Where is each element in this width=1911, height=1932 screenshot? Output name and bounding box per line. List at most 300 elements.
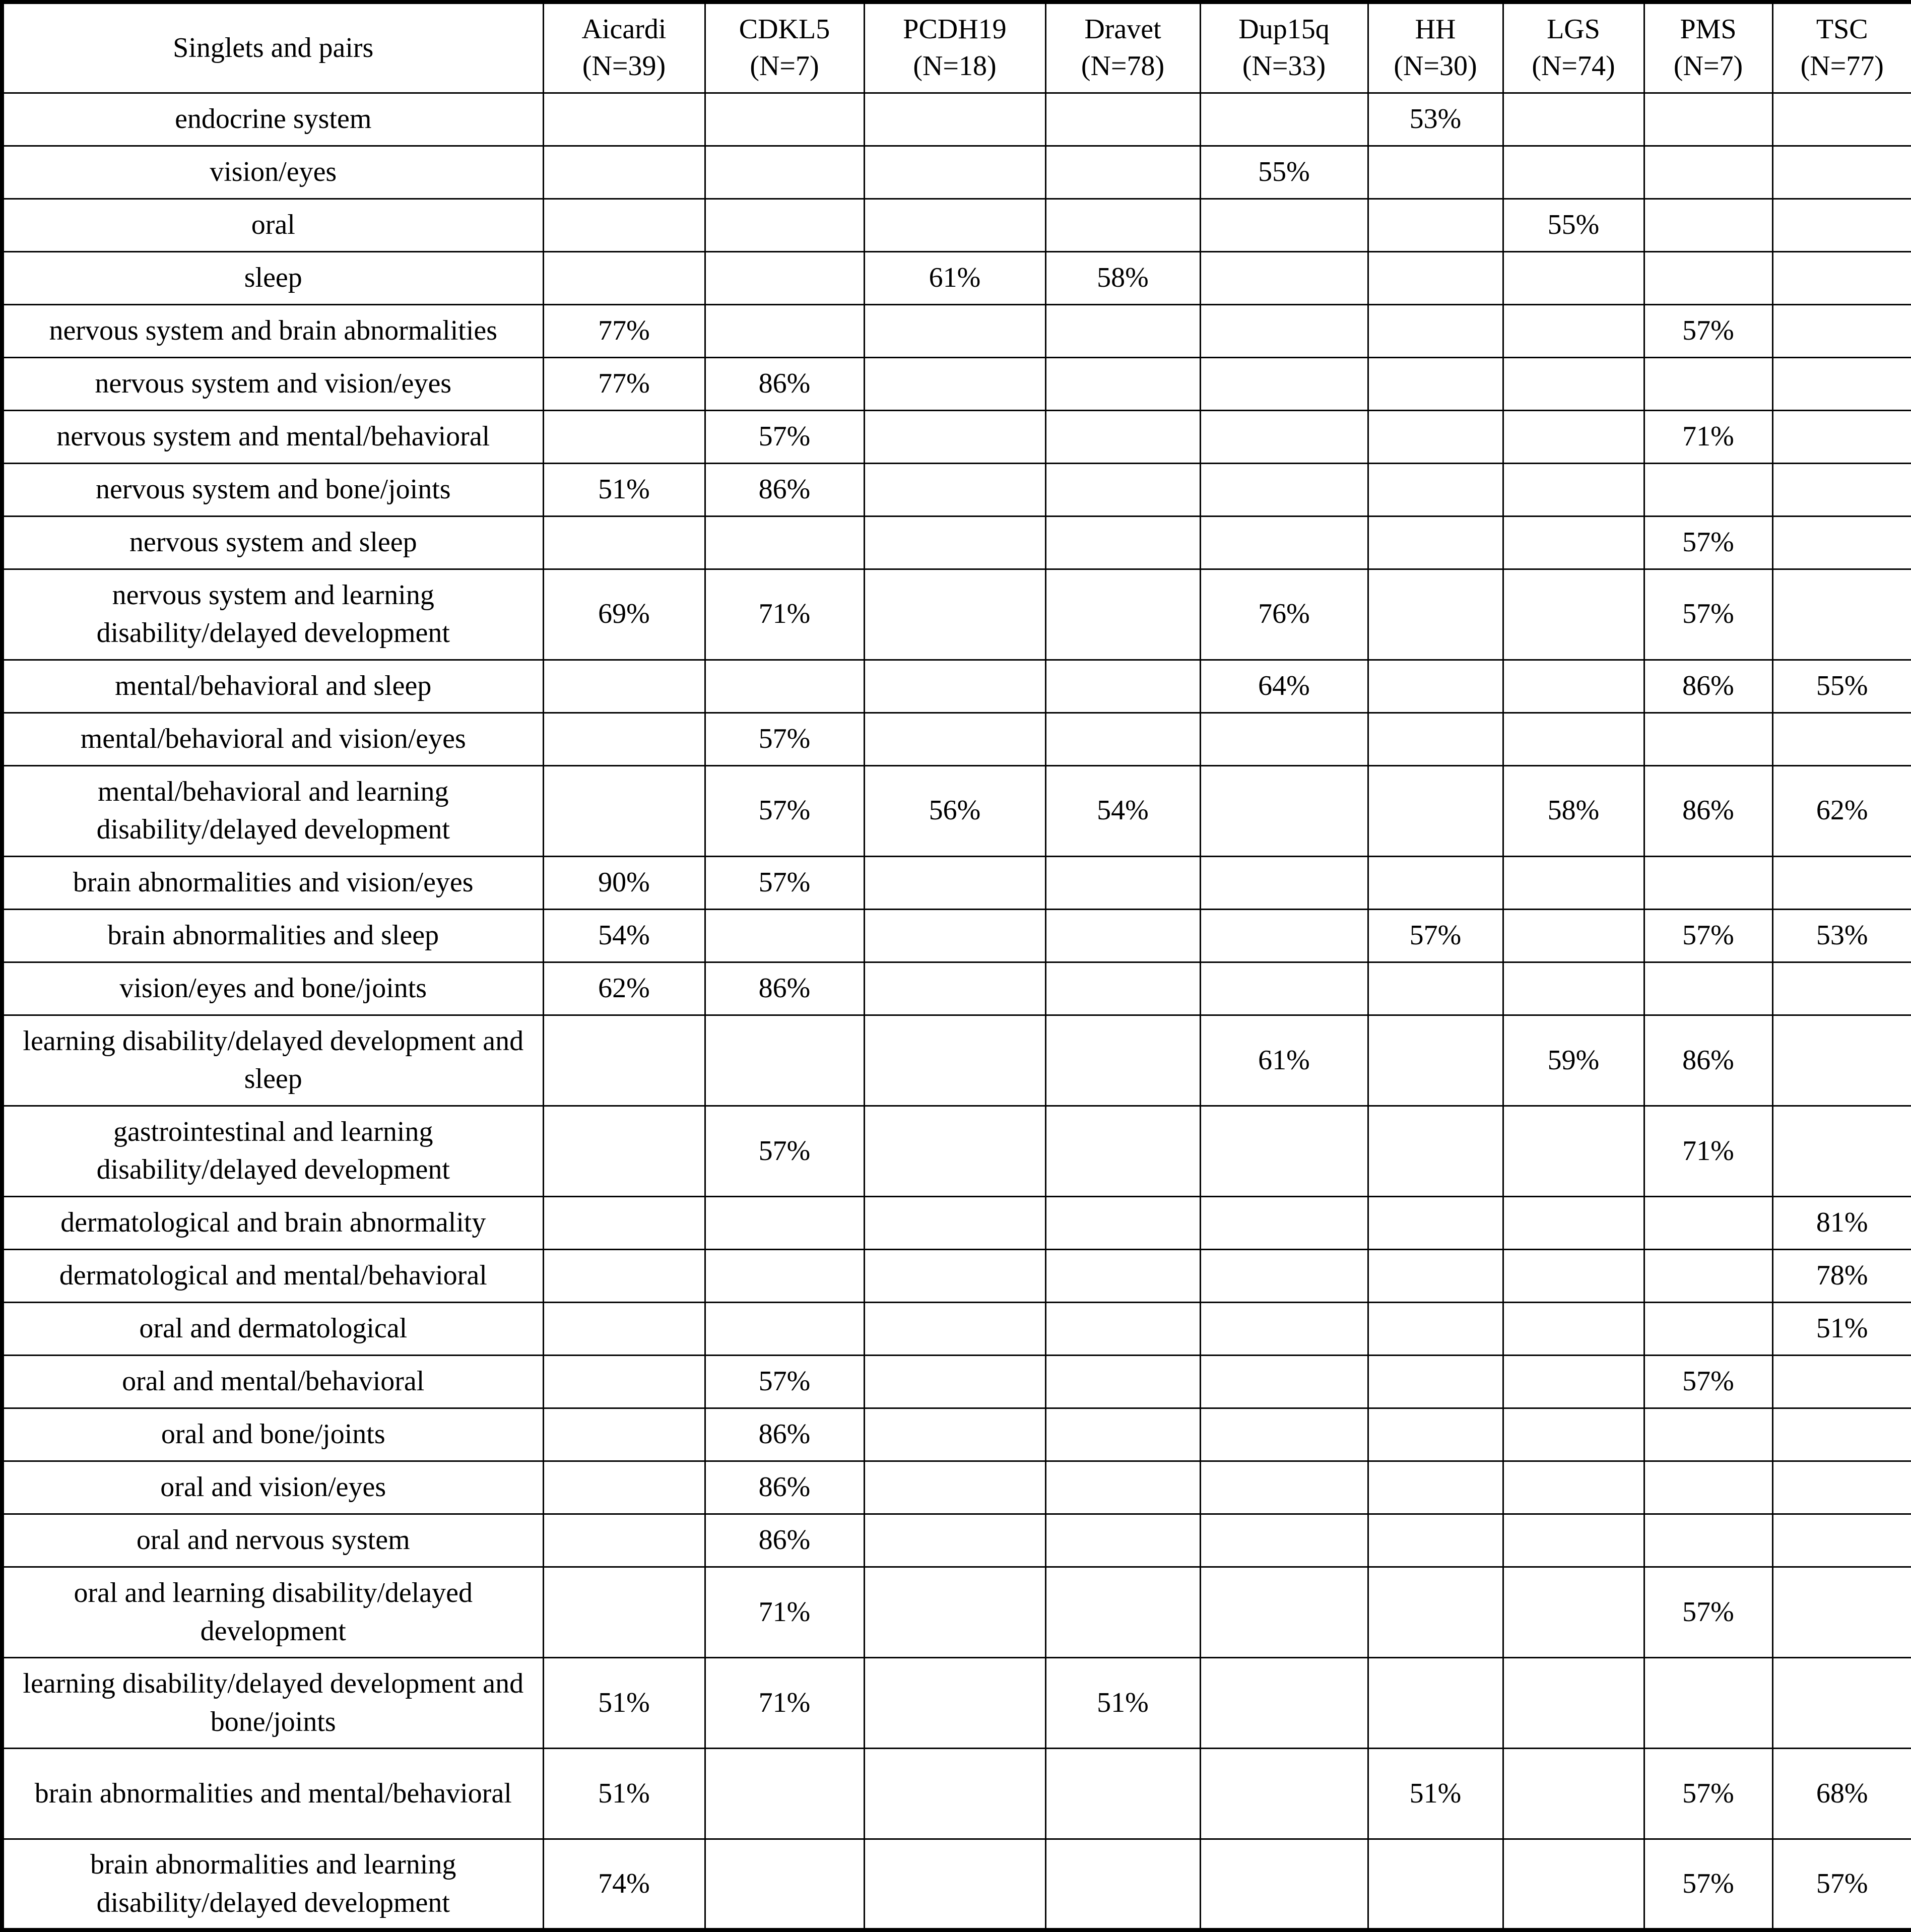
table-cell: 51%	[1772, 1302, 1911, 1355]
table-cell	[864, 410, 1045, 463]
row-label: nervous system and mental/behavioral	[2, 410, 543, 463]
table-cell	[1368, 1839, 1503, 1930]
table-cell	[864, 199, 1045, 251]
table-cell	[1200, 410, 1368, 463]
row-label: dermatological and brain abnormality	[2, 1196, 543, 1249]
table-row	[2, 1749, 1911, 1839]
row-label: nervous system and bone/joints	[2, 463, 543, 516]
table-cell: 54%	[1045, 765, 1200, 856]
row-label: oral and nervous system	[2, 1514, 543, 1567]
table-row	[2, 516, 1911, 569]
row-label: brain abnormalities and vision/eyes	[2, 856, 543, 909]
table-cell	[1045, 304, 1200, 357]
table-cell	[705, 1015, 864, 1106]
table-cell	[1644, 251, 1772, 304]
table-row	[2, 146, 1911, 199]
table-cell	[1772, 1106, 1911, 1196]
table-cell: 62%	[543, 962, 705, 1015]
column-n: (N=7)	[1673, 50, 1743, 82]
table-cell	[1045, 357, 1200, 410]
table-cell	[1045, 1106, 1200, 1196]
table-cell	[1200, 856, 1368, 909]
table-cell	[1772, 569, 1911, 660]
table-cell: 61%	[864, 251, 1045, 304]
table-cell	[1045, 1567, 1200, 1658]
table-cell: 69%	[543, 569, 705, 660]
row-label: oral and dermatological	[2, 1302, 543, 1355]
column-n: (N=39)	[582, 50, 666, 82]
row-label: gastrointestinal and learning disability/delayed development	[2, 1106, 543, 1196]
table-cell	[864, 1514, 1045, 1567]
table-cell: 57%	[705, 1106, 864, 1196]
table-cell	[864, 463, 1045, 516]
table-cell	[1368, 146, 1503, 199]
table-cell: 51%	[1368, 1749, 1503, 1839]
table-cell	[864, 1567, 1045, 1658]
table-row	[2, 410, 1911, 463]
table-cell	[1368, 410, 1503, 463]
table-row	[2, 1514, 1911, 1567]
table-cell	[1644, 1408, 1772, 1461]
table-cell	[1503, 856, 1644, 909]
column-header-pcdh19	[864, 2, 1045, 93]
table-cell	[864, 713, 1045, 765]
table-cell	[864, 569, 1045, 660]
table-cell	[1368, 1408, 1503, 1461]
table-cell: 74%	[543, 1839, 705, 1930]
table-cell: 57%	[1644, 304, 1772, 357]
table-row	[2, 463, 1911, 516]
table-cell	[705, 1302, 864, 1355]
table-cell: 57%	[1644, 1839, 1772, 1930]
table-cell	[1368, 1658, 1503, 1749]
table-row	[2, 251, 1911, 304]
table-cell	[1644, 463, 1772, 516]
table-row	[2, 199, 1911, 251]
table-cell: 86%	[705, 962, 864, 1015]
table-cell	[1503, 463, 1644, 516]
row-label: nervous system and learning disability/delayed development	[2, 569, 543, 660]
table-cell: 86%	[705, 1461, 864, 1514]
table-cell	[1772, 1514, 1911, 1567]
table-row	[2, 856, 1911, 909]
table-cell	[1200, 1567, 1368, 1658]
table-cell	[1368, 251, 1503, 304]
row-label: mental/behavioral and vision/eyes	[2, 713, 543, 765]
table-cell	[864, 856, 1045, 909]
column-name: Aicardi	[581, 14, 667, 45]
table-cell: 57%	[705, 765, 864, 856]
table-cell: 57%	[1644, 1749, 1772, 1839]
row-label: oral and mental/behavioral	[2, 1355, 543, 1408]
table-cell	[1644, 357, 1772, 410]
table-cell	[543, 765, 705, 856]
table-cell	[543, 1015, 705, 1106]
table-cell	[1045, 1839, 1200, 1930]
table-cell	[1503, 1408, 1644, 1461]
row-label: sleep	[2, 251, 543, 304]
table-cell: 57%	[1644, 909, 1772, 962]
column-name: CDKL5	[739, 14, 830, 45]
table-cell	[1200, 1302, 1368, 1355]
table-row	[2, 713, 1911, 765]
table-cell: 57%	[705, 410, 864, 463]
table-cell	[864, 1106, 1045, 1196]
table-cell	[1503, 1461, 1644, 1514]
table-cell	[1200, 1749, 1368, 1839]
table-cell	[1503, 516, 1644, 569]
row-label: mental/behavioral and learning disability/delayed development	[2, 765, 543, 856]
table-cell	[705, 1249, 864, 1302]
column-n: (N=7)	[750, 50, 819, 82]
table-cell	[543, 1106, 705, 1196]
table-row	[2, 962, 1911, 1015]
column-n: (N=78)	[1081, 50, 1165, 82]
table-cell	[1772, 463, 1911, 516]
table-cell	[1772, 1355, 1911, 1408]
table-cell	[1368, 1015, 1503, 1106]
table-cell	[1045, 1408, 1200, 1461]
table-row	[2, 1567, 1911, 1658]
table-cell	[1368, 304, 1503, 357]
table-cell	[1200, 1196, 1368, 1249]
row-label: brain abnormalities and learning disability/delayed development	[2, 1839, 543, 1930]
table-row	[2, 1355, 1911, 1408]
table-cell	[705, 251, 864, 304]
table-cell: 57%	[1644, 1567, 1772, 1658]
table-cell	[864, 357, 1045, 410]
table-cell	[705, 1196, 864, 1249]
table-cell	[1503, 357, 1644, 410]
table-cell: 86%	[705, 357, 864, 410]
row-label: oral and vision/eyes	[2, 1461, 543, 1514]
table-cell	[705, 1839, 864, 1930]
table-cell	[543, 1249, 705, 1302]
table-row	[2, 1658, 1911, 1749]
table-cell	[1200, 516, 1368, 569]
table-cell	[1644, 199, 1772, 251]
table-cell: 77%	[543, 304, 705, 357]
table-cell: 51%	[1045, 1658, 1200, 1749]
table-cell: 68%	[1772, 1749, 1911, 1839]
table-cell: 77%	[543, 357, 705, 410]
table-cell	[1368, 765, 1503, 856]
column-header-pms	[1644, 2, 1772, 93]
table-row	[2, 357, 1911, 410]
table-cell	[864, 93, 1045, 146]
table-cell	[1200, 1461, 1368, 1514]
table-cell	[1772, 1461, 1911, 1514]
table-cell: 54%	[543, 909, 705, 962]
column-header-aicardi	[543, 2, 705, 93]
column-name: Dravet	[1084, 14, 1161, 45]
table-cell	[1503, 1106, 1644, 1196]
table-cell	[864, 1461, 1045, 1514]
table-cell	[1772, 962, 1911, 1015]
table-cell	[1200, 962, 1368, 1015]
table-cell	[1368, 1106, 1503, 1196]
header-row	[2, 2, 1911, 93]
table-cell: 90%	[543, 856, 705, 909]
column-header-cdkl5	[705, 2, 864, 93]
column-n: (N=77)	[1800, 50, 1884, 82]
table-cell	[1772, 357, 1911, 410]
table-cell	[1644, 146, 1772, 199]
table-cell	[864, 962, 1045, 1015]
table-cell	[1772, 1658, 1911, 1749]
table-cell: 76%	[1200, 569, 1368, 660]
table-cell	[1200, 251, 1368, 304]
table-cell: 55%	[1503, 199, 1644, 251]
column-name: LGS	[1547, 14, 1600, 45]
table-cell	[1045, 856, 1200, 909]
row-label: nervous system and vision/eyes	[2, 357, 543, 410]
table-cell	[1772, 1408, 1911, 1461]
table-row	[2, 1302, 1911, 1355]
table-cell	[543, 1461, 705, 1514]
table-cell	[543, 1408, 705, 1461]
table-body	[2, 93, 1911, 1930]
table-cell	[543, 516, 705, 569]
table-row	[2, 1249, 1911, 1302]
table-row	[2, 660, 1911, 713]
table-cell	[1644, 856, 1772, 909]
table-cell: 57%	[705, 856, 864, 909]
table-cell	[1772, 304, 1911, 357]
table-cell	[1200, 1839, 1368, 1930]
table-cell	[543, 1355, 705, 1408]
table-cell: 55%	[1772, 660, 1911, 713]
row-label: brain abnormalities and sleep	[2, 909, 543, 962]
row-label: oral and learning disability/delayed development	[2, 1567, 543, 1658]
table-cell	[543, 1567, 705, 1658]
table-cell	[1772, 146, 1911, 199]
table-cell: 51%	[543, 1658, 705, 1749]
table-cell: 78%	[1772, 1249, 1911, 1302]
table-cell	[1368, 199, 1503, 251]
table-cell: 58%	[1045, 251, 1200, 304]
column-header-hh	[1368, 2, 1503, 93]
table-cell	[1368, 1514, 1503, 1567]
row-label: learning disability/delayed development and sleep	[2, 1015, 543, 1106]
table-cell	[1200, 1355, 1368, 1408]
table-cell	[1644, 1461, 1772, 1514]
table-cell: 86%	[705, 1514, 864, 1567]
table-cell: 57%	[1644, 1355, 1772, 1408]
table-cell: 71%	[705, 1567, 864, 1658]
table-cell	[1644, 1302, 1772, 1355]
table-cell	[1772, 93, 1911, 146]
table-cell: 71%	[1644, 1106, 1772, 1196]
table-cell	[1644, 1514, 1772, 1567]
table-cell	[543, 713, 705, 765]
row-label: vision/eyes and bone/joints	[2, 962, 543, 1015]
table-cell	[1503, 1839, 1644, 1930]
table-cell	[864, 304, 1045, 357]
table-cell	[1368, 660, 1503, 713]
table-row	[2, 1106, 1911, 1196]
table-cell	[705, 146, 864, 199]
column-name: HH	[1415, 14, 1456, 45]
table-cell	[1368, 856, 1503, 909]
table-cell: 86%	[1644, 660, 1772, 713]
table-cell	[864, 516, 1045, 569]
table-cell	[1200, 1408, 1368, 1461]
table-row	[2, 1196, 1911, 1249]
table-cell: 86%	[705, 463, 864, 516]
column-name: PMS	[1680, 14, 1737, 45]
table-cell: 51%	[543, 463, 705, 516]
table-cell	[1368, 1461, 1503, 1514]
table-row	[2, 909, 1911, 962]
table-cell	[1644, 713, 1772, 765]
table-cell	[864, 660, 1045, 713]
table-cell: 86%	[1644, 1015, 1772, 1106]
table-cell	[1503, 909, 1644, 962]
table-cell	[705, 660, 864, 713]
table-cell	[1200, 93, 1368, 146]
table-cell	[1045, 1355, 1200, 1408]
table-cell	[1772, 516, 1911, 569]
table-cell	[1772, 713, 1911, 765]
table-cell	[864, 1015, 1045, 1106]
table-cell	[1772, 199, 1911, 251]
table-cell: 57%	[705, 713, 864, 765]
table-cell	[1045, 569, 1200, 660]
table-cell	[1200, 713, 1368, 765]
table-cell: 57%	[705, 1355, 864, 1408]
table-cell	[1503, 1567, 1644, 1658]
table-cell	[1045, 410, 1200, 463]
table-cell	[1045, 1015, 1200, 1106]
table-cell	[864, 1196, 1045, 1249]
column-n: (N=30)	[1394, 50, 1477, 82]
table-cell: 51%	[543, 1749, 705, 1839]
table-cell: 53%	[1368, 93, 1503, 146]
label-column-header: Singlets and pairs	[2, 2, 543, 93]
table-cell	[1503, 304, 1644, 357]
table-cell	[1045, 146, 1200, 199]
table-cell	[1045, 1302, 1200, 1355]
table-cell	[1200, 1249, 1368, 1302]
table-cell	[1503, 1749, 1644, 1839]
table-cell	[1644, 1658, 1772, 1749]
table-cell: 71%	[705, 569, 864, 660]
table-cell	[1045, 1196, 1200, 1249]
table-cell	[1503, 1249, 1644, 1302]
row-label: dermatological and mental/behavioral	[2, 1249, 543, 1302]
row-label: brain abnormalities and mental/behavioral	[2, 1749, 543, 1839]
table-cell	[705, 93, 864, 146]
table-cell: 64%	[1200, 660, 1368, 713]
table-cell	[1045, 1249, 1200, 1302]
table-cell	[1200, 765, 1368, 856]
table-cell	[1045, 713, 1200, 765]
table-cell	[1368, 463, 1503, 516]
table-cell	[1368, 1567, 1503, 1658]
table-row	[2, 1408, 1911, 1461]
row-label: learning disability/delayed development and bone/joints	[2, 1658, 543, 1749]
table-cell	[705, 516, 864, 569]
table-cell: 86%	[705, 1408, 864, 1461]
table-cell	[864, 1302, 1045, 1355]
table-cell	[1368, 569, 1503, 660]
table-cell	[1045, 93, 1200, 146]
table-cell	[1368, 357, 1503, 410]
table-cell: 55%	[1200, 146, 1368, 199]
column-name: PCDH19	[903, 14, 1007, 45]
table-cell	[543, 1196, 705, 1249]
table-cell: 58%	[1503, 765, 1644, 856]
column-n: (N=74)	[1532, 50, 1615, 82]
table-cell: 62%	[1772, 765, 1911, 856]
table-cell	[1045, 1749, 1200, 1839]
row-label: vision/eyes	[2, 146, 543, 199]
table-cell	[543, 251, 705, 304]
table-cell	[543, 660, 705, 713]
row-label: mental/behavioral and sleep	[2, 660, 543, 713]
row-label: endocrine system	[2, 93, 543, 146]
column-header-tsc	[1772, 2, 1911, 93]
row-label: nervous system and brain abnormalities	[2, 304, 543, 357]
table-cell	[1200, 199, 1368, 251]
table-cell: 81%	[1772, 1196, 1911, 1249]
table-cell: 57%	[1644, 569, 1772, 660]
table-cell	[864, 1749, 1045, 1839]
table-cell	[543, 410, 705, 463]
table-cell	[543, 1514, 705, 1567]
table-cell	[864, 1658, 1045, 1749]
table-cell	[1644, 1196, 1772, 1249]
table-cell	[1644, 1249, 1772, 1302]
table-cell	[1503, 251, 1644, 304]
table-cell	[1772, 1567, 1911, 1658]
table-cell	[1503, 713, 1644, 765]
table-cell	[1772, 1015, 1911, 1106]
table-cell	[705, 1749, 864, 1839]
column-name: Dup15q	[1238, 14, 1330, 45]
table-cell: 59%	[1503, 1015, 1644, 1106]
table-row	[2, 765, 1911, 856]
table-cell	[864, 1408, 1045, 1461]
table-cell	[1368, 962, 1503, 1015]
table-cell	[1368, 516, 1503, 569]
column-header-dravet	[1045, 2, 1200, 93]
table-cell: 71%	[1644, 410, 1772, 463]
row-label: oral and bone/joints	[2, 1408, 543, 1461]
table-cell	[864, 909, 1045, 962]
column-header-lgs	[1503, 2, 1644, 93]
table-cell	[1644, 93, 1772, 146]
table-cell	[1200, 1658, 1368, 1749]
row-label: oral	[2, 199, 543, 251]
table-cell	[864, 1839, 1045, 1930]
table-cell	[1368, 1302, 1503, 1355]
table-cell	[1503, 93, 1644, 146]
table-cell	[1200, 1106, 1368, 1196]
table-cell	[1200, 304, 1368, 357]
table-cell	[1644, 962, 1772, 1015]
table-cell	[1045, 516, 1200, 569]
table-row	[2, 1461, 1911, 1514]
table-cell	[1503, 660, 1644, 713]
table-cell	[1503, 410, 1644, 463]
row-label: nervous system and sleep	[2, 516, 543, 569]
table-cell	[1200, 909, 1368, 962]
table-cell: 57%	[1644, 516, 1772, 569]
table-cell	[1772, 251, 1911, 304]
table-cell	[1045, 909, 1200, 962]
